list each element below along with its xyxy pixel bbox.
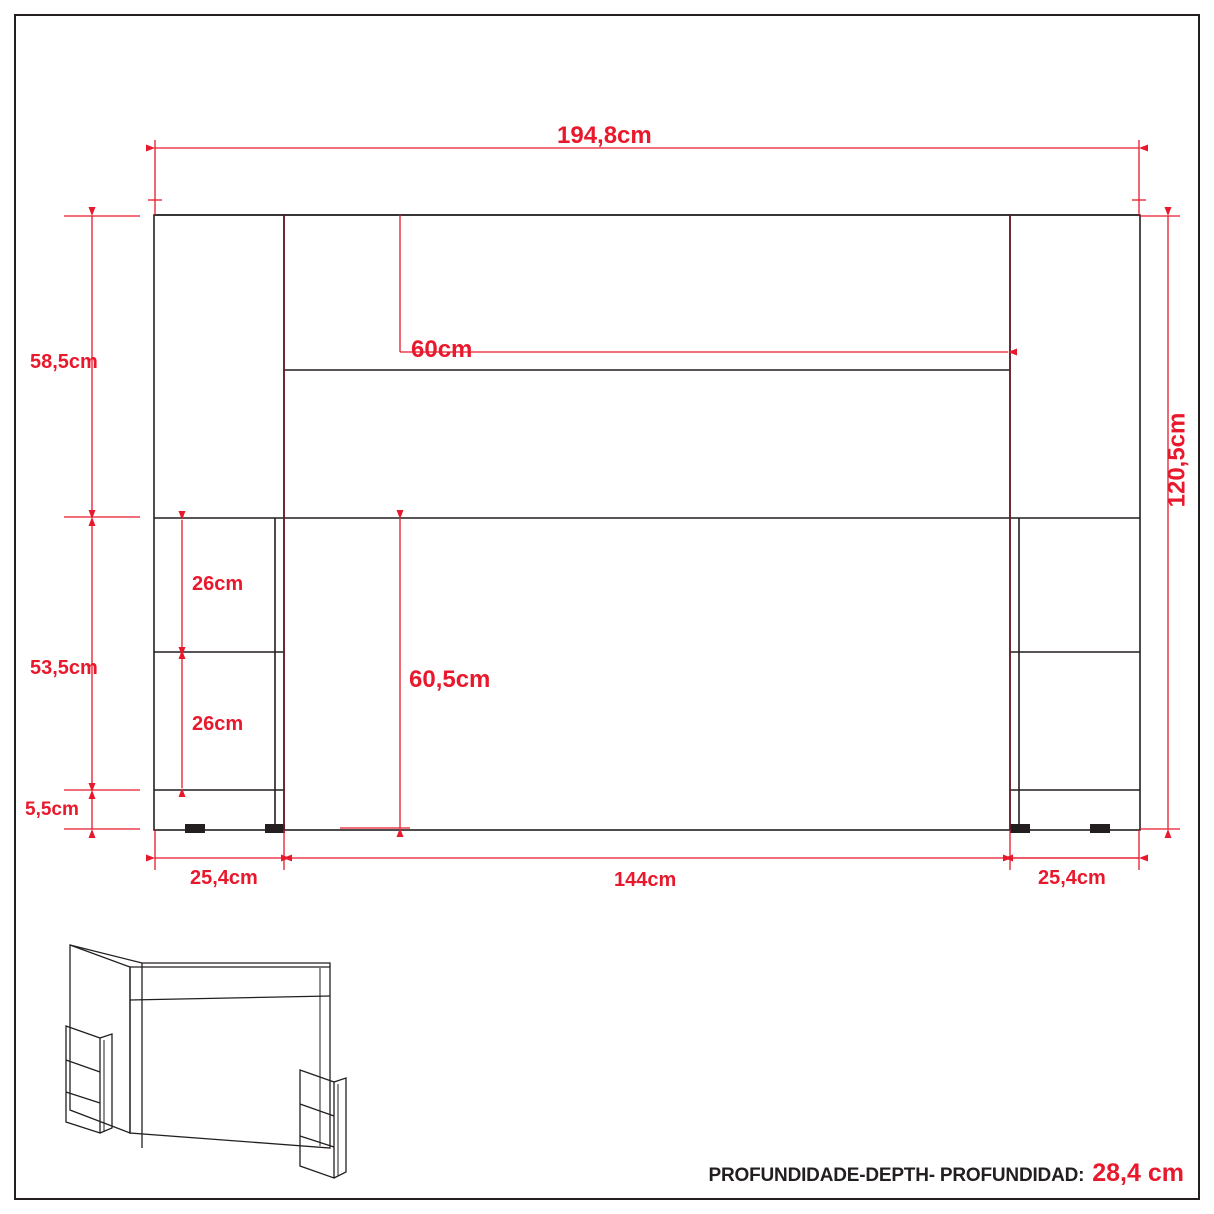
front-view-outline [154,215,1140,833]
dimension-shelf-upper: 26cm [192,573,244,595]
dimension-shelf-lower: 26cm [192,713,244,735]
dimension-center-panel-height: 60,5cm [409,666,491,693]
depth-footer [709,1159,1184,1188]
dimension-panel-band-height: 60cm [411,336,473,363]
dimension-lines [64,140,1180,870]
dimension-center-width: 144cm [614,869,677,891]
dimension-total-width: 194,8cm [557,122,652,149]
dimension-upper-panel-height: 58,5cm [30,351,98,373]
dimension-lower-section-height: 53,5cm [30,657,98,679]
dimension-side-width-left: 25,4cm [190,867,258,889]
dimension-base-height: 5,5cm [25,799,79,820]
depth-value: 28,4 cm [1092,1159,1184,1187]
dimension-side-width-right: 25,4cm [1038,867,1106,889]
perspective-view [66,945,346,1178]
depth-label: PROFUNDIDADE-DEPTH- PROFUNDIDAD: [708,1165,1085,1186]
dimension-total-height: 120,5cm [1163,412,1191,508]
